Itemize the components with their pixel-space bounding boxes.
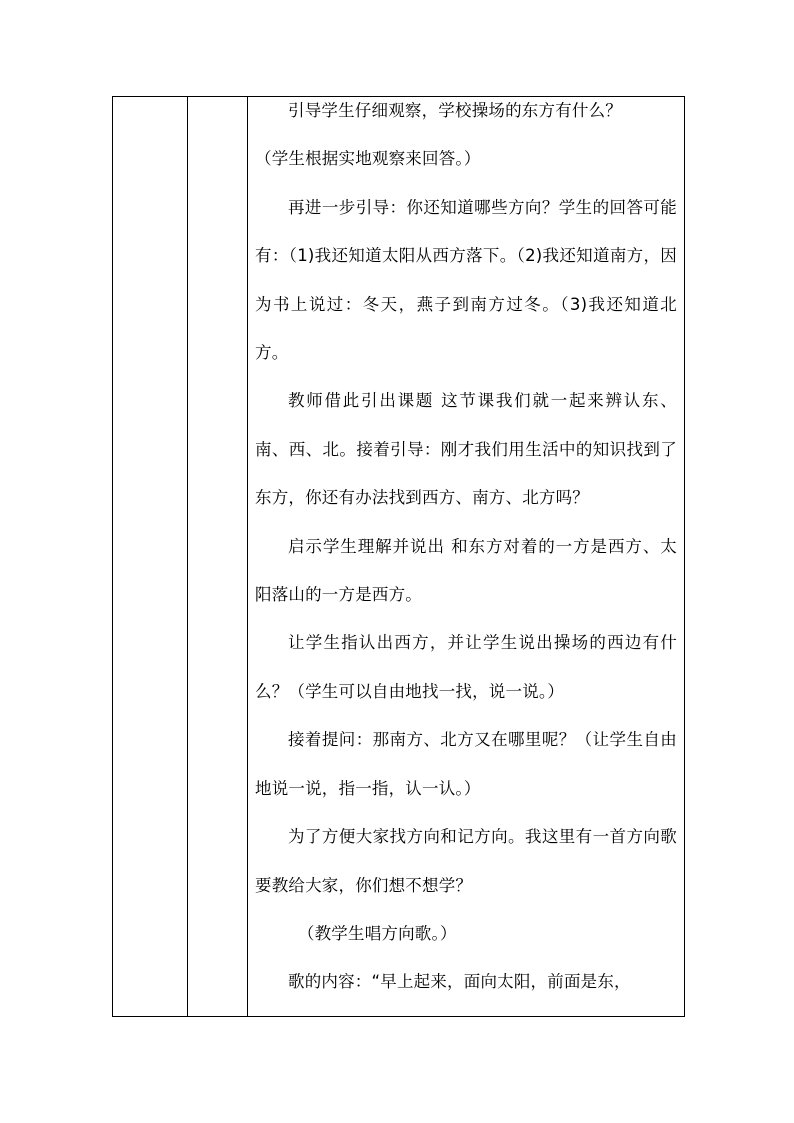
lesson-plan-table (112, 96, 685, 1017)
paragraph-observe-east: 引导学生仔细观察，学校操场的东方有什么？ (288, 101, 622, 120)
paragraph-student-answer: （学生根据实地观察来回答。） (255, 149, 481, 169)
paragraph-introduce-topic: 教师借此引出课题 这节课我们就一起来辨认东、南、西、北。接着引导：刚才我们用生活中的知识找到了东方，你还有办法找到西方、南方、北方吗？ (255, 391, 677, 508)
paragraph-explain-west: 启示学生理解并说出 和东方对着的一方是西方、太阳落山的一方是西方。 (255, 536, 677, 605)
paragraph-song-content: 歌的内容：“早上起来，面向太阳，前面是东， (288, 972, 631, 992)
column-divider-1 (187, 97, 188, 1016)
paragraph-direction-song-intro: 为了方便大家找方向和记方向。我这里有一首方向歌要教给大家，你们想不想学？ (255, 827, 677, 895)
paragraph-teach-song: （教学生唱方向歌。） (297, 923, 457, 943)
paragraph-identify-west: 让学生指认出西方，并让学生说出操场的西边有什么？（学生可以自由地找一找，说一说。） (255, 633, 677, 701)
paragraph-ask-south-north: 接着提问：那南方、北方又在哪里呢？（让学生自由地说一说，指一指，认一认。） (255, 730, 677, 798)
teaching-content-cell (248, 97, 684, 1016)
paragraph-further-guidance: 再进一步引导：你还知道哪些方向？学生的回答可能有：（1)我还知道太阳从西方落下。（2)我还知道南方，因为书上说过：冬天，燕子到南方过冬。（3)我还知道北方。 (255, 197, 677, 363)
